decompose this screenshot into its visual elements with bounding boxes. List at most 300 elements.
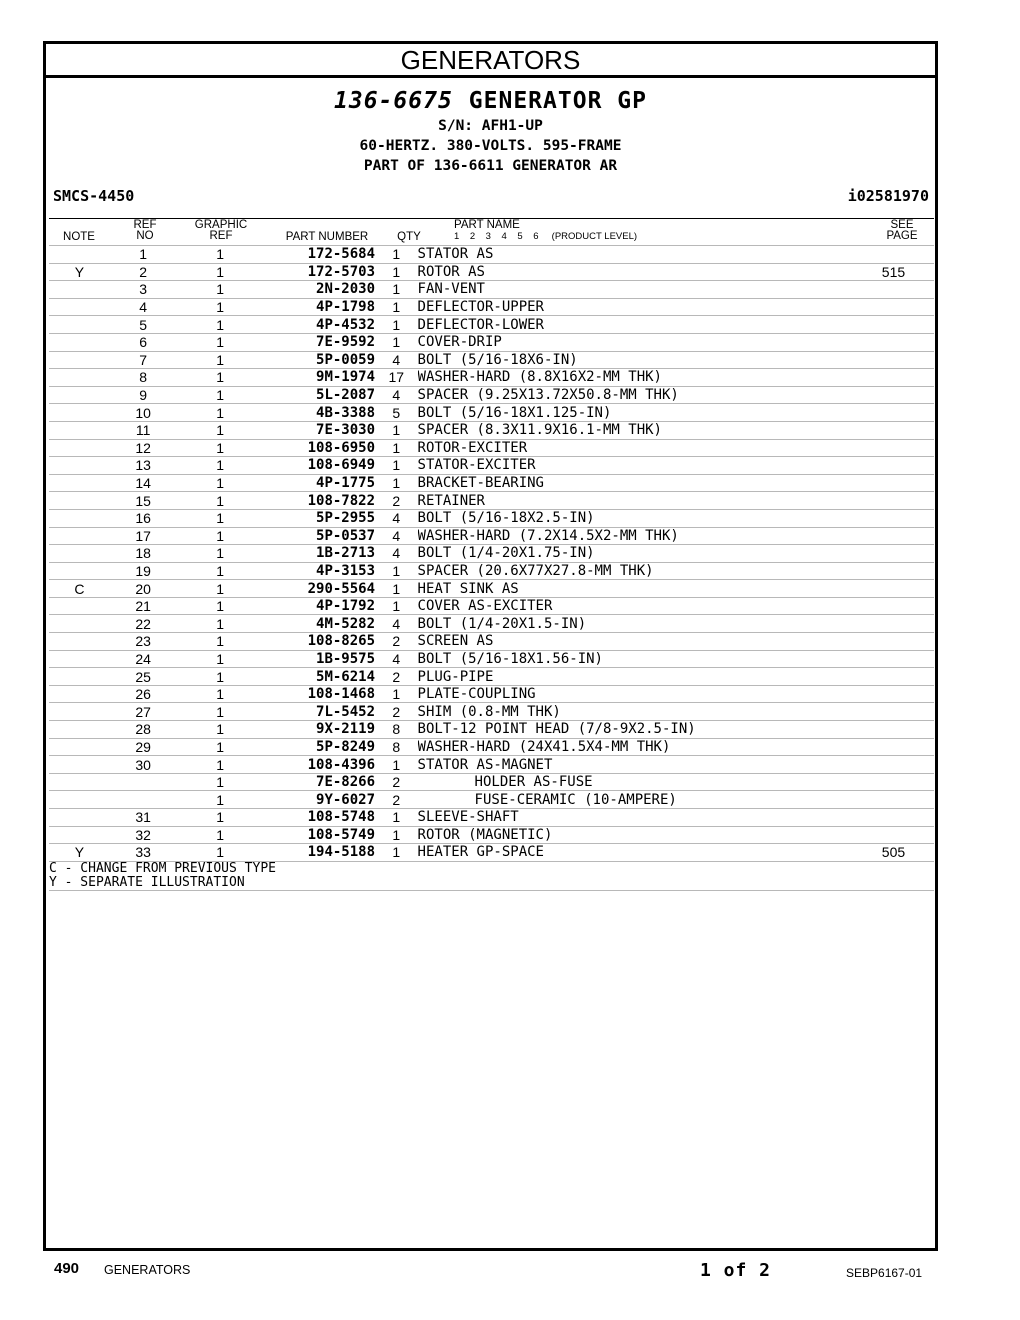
part-number-cell: 2N-2030 xyxy=(264,281,375,299)
table-row xyxy=(49,492,934,510)
table-row xyxy=(49,773,934,791)
qty-cell: 8 xyxy=(375,721,418,739)
table-row xyxy=(49,826,934,844)
part-name-cell: ROTOR-EXCITER xyxy=(418,439,853,457)
part-number-cell: 108-6949 xyxy=(264,457,375,475)
ref-no-cell: 9 xyxy=(110,386,177,404)
part-number-cell: 5L-2087 xyxy=(264,386,375,404)
note-cell xyxy=(49,492,110,510)
graphic-ref-cell: 1 xyxy=(177,597,264,615)
graphic-ref-cell: 1 xyxy=(177,545,264,563)
note-cell: Y xyxy=(49,263,110,281)
graphic-ref-cell: 1 xyxy=(177,562,264,580)
part-name-cell: BOLT (1/4-20X1.75-IN) xyxy=(418,545,853,563)
see-page-cell xyxy=(853,791,934,809)
col-qty: QTY xyxy=(397,231,421,243)
qty-cell: 1 xyxy=(375,597,418,615)
table-row xyxy=(49,457,934,475)
note-cell xyxy=(49,545,110,563)
ref-no-cell: 22 xyxy=(110,615,177,633)
part-name-cell: BOLT (5/16-18X1.56-IN) xyxy=(418,650,853,668)
table-row xyxy=(49,738,934,756)
note-cell xyxy=(49,721,110,739)
part-name-cell: SCREEN AS xyxy=(418,633,853,651)
part-name-cell: BRACKET-BEARING xyxy=(418,474,853,492)
graphic-ref-cell: 1 xyxy=(177,492,264,510)
note-cell xyxy=(49,369,110,387)
graphic-ref-cell: 1 xyxy=(177,580,264,598)
qty-cell: 4 xyxy=(375,509,418,527)
table-row xyxy=(49,650,934,668)
qty-cell: 1 xyxy=(375,457,418,475)
note-c-legend: C - CHANGE FROM PREVIOUS TYPE xyxy=(49,860,276,876)
group-spec: 60-HERTZ. 380-VOLTS. 595-FRAME xyxy=(359,138,622,154)
graphic-ref-cell: 1 xyxy=(177,509,264,527)
see-page-cell xyxy=(853,615,934,633)
section-title: GENERATORS xyxy=(46,44,935,78)
see-page-cell xyxy=(853,545,934,563)
qty-cell: 2 xyxy=(375,668,418,686)
col-part-name-label: PART NAME xyxy=(454,219,520,231)
see-page-cell xyxy=(853,298,934,316)
table-row xyxy=(49,756,934,774)
note-cell xyxy=(49,562,110,580)
see-page-cell xyxy=(853,457,934,475)
note-cell xyxy=(49,773,110,791)
ref-no-cell: 4 xyxy=(110,298,177,316)
see-page-cell xyxy=(853,281,934,299)
qty-cell: 1 xyxy=(375,298,418,316)
see-page-cell xyxy=(853,439,934,457)
graphic-ref-cell: 1 xyxy=(177,756,264,774)
see-page-cell xyxy=(853,650,934,668)
qty-cell: 4 xyxy=(375,650,418,668)
see-page-cell xyxy=(853,685,934,703)
ref-no-cell: 16 xyxy=(110,509,177,527)
col-part-name xyxy=(454,220,637,242)
part-name-cell: FAN-VENT xyxy=(418,281,853,299)
qty-cell: 1 xyxy=(375,562,418,580)
part-number-cell: 108-1468 xyxy=(264,685,375,703)
part-number-cell: 9M-1974 xyxy=(264,369,375,387)
graphic-ref-cell: 1 xyxy=(177,791,264,809)
graphic-ref-cell: 1 xyxy=(177,474,264,492)
qty-cell: 1 xyxy=(375,246,418,264)
graphic-ref-cell: 1 xyxy=(177,298,264,316)
table-row xyxy=(49,580,934,598)
graphic-ref-cell: 1 xyxy=(177,386,264,404)
part-name-cell: HEATER GP-SPACE xyxy=(418,844,853,861)
note-cell xyxy=(49,738,110,756)
note-cell xyxy=(49,756,110,774)
see-page-cell xyxy=(853,351,934,369)
table-row xyxy=(49,844,934,861)
graphic-ref-cell: 1 xyxy=(177,703,264,721)
document-id: SEBP6167-01 xyxy=(846,1266,923,1280)
ref-no-cell: 24 xyxy=(110,650,177,668)
note-cell xyxy=(49,474,110,492)
parts-table xyxy=(49,245,934,861)
graphic-ref-cell: 1 xyxy=(177,668,264,686)
graphic-ref-cell: 1 xyxy=(177,615,264,633)
graphic-ref-cell: 1 xyxy=(177,650,264,668)
qty-cell: 4 xyxy=(375,351,418,369)
ref-no-cell xyxy=(110,773,177,791)
part-number-cell: 4P-1775 xyxy=(264,474,375,492)
table-row xyxy=(49,298,934,316)
ref-no-cell: 7 xyxy=(110,351,177,369)
part-number-cell: 7E-3030 xyxy=(264,421,375,439)
part-name-cell: BOLT (1/4-20X1.5-IN) xyxy=(418,615,853,633)
ref-no-cell: 18 xyxy=(110,545,177,563)
part-number-cell: 108-5749 xyxy=(264,826,375,844)
graphic-ref-cell: 1 xyxy=(177,246,264,264)
note-cell xyxy=(49,791,110,809)
ref-no-cell: 17 xyxy=(110,527,177,545)
ref-no-cell: 12 xyxy=(110,439,177,457)
graphic-ref-cell: 1 xyxy=(177,685,264,703)
serial-number: S/N: AFH1-UP xyxy=(438,118,543,134)
col-see-page xyxy=(879,220,925,242)
table-row xyxy=(49,386,934,404)
see-page-cell xyxy=(853,773,934,791)
table-row xyxy=(49,263,934,281)
see-page-cell xyxy=(853,721,934,739)
graphic-ref-cell: 1 xyxy=(177,844,264,861)
qty-cell: 1 xyxy=(375,281,418,299)
note-cell xyxy=(49,281,110,299)
part-number-cell: 108-5748 xyxy=(264,809,375,827)
col-ref-bottom: NO xyxy=(136,230,154,242)
see-page-cell xyxy=(853,316,934,334)
ref-no-cell: 5 xyxy=(110,316,177,334)
col-graphic-top: GRAPHIC xyxy=(194,219,248,231)
ref-no-cell: 25 xyxy=(110,668,177,686)
col-ref-top: REF xyxy=(133,219,157,231)
part-number-cell: 9X-2119 xyxy=(264,721,375,739)
ref-no-cell: 1 xyxy=(110,246,177,264)
see-page-cell xyxy=(853,738,934,756)
part-name-cell: BOLT (5/16-18X6-IN) xyxy=(418,351,853,369)
ref-no-cell: 28 xyxy=(110,721,177,739)
part-name-cell: SPACER (9.25X13.72X50.8-MM THK) xyxy=(418,386,853,404)
qty-cell: 5 xyxy=(375,404,418,422)
part-name-cell: DEFLECTOR-LOWER xyxy=(418,316,853,334)
part-number-cell: 7E-9592 xyxy=(264,333,375,351)
ref-no-cell: 3 xyxy=(110,281,177,299)
part-number-cell: 7L-5452 xyxy=(264,703,375,721)
see-page-cell xyxy=(853,492,934,510)
note-cell: C xyxy=(49,580,110,598)
see-page-cell xyxy=(853,562,934,580)
table-row xyxy=(49,351,934,369)
note-cell xyxy=(49,351,110,369)
part-name-cell: SLEEVE-SHAFT xyxy=(418,809,853,827)
table-row xyxy=(49,809,934,827)
graphic-ref-cell: 1 xyxy=(177,457,264,475)
part-number-cell: 5P-0059 xyxy=(264,351,375,369)
part-name-cell: DEFLECTOR-UPPER xyxy=(418,298,853,316)
see-page-cell xyxy=(853,474,934,492)
col-graphic-bottom: REF xyxy=(209,230,233,242)
col-see-bottom: PAGE xyxy=(886,230,918,242)
qty-cell: 2 xyxy=(375,492,418,510)
see-page-cell xyxy=(853,369,934,387)
illustration-id: i02581970 xyxy=(847,187,929,205)
note-cell xyxy=(49,826,110,844)
graphic-ref-cell: 1 xyxy=(177,721,264,739)
part-number-cell: 9Y-6027 xyxy=(264,791,375,809)
ref-no-cell: 23 xyxy=(110,633,177,651)
qty-cell: 1 xyxy=(375,316,418,334)
ref-no-cell: 30 xyxy=(110,756,177,774)
part-number-cell: 108-4396 xyxy=(264,756,375,774)
part-name-cell: HEAT SINK AS xyxy=(418,580,853,598)
part-number-cell: 290-5564 xyxy=(264,580,375,598)
see-page-cell xyxy=(853,509,934,527)
table-row xyxy=(49,597,934,615)
ref-no-cell: 32 xyxy=(110,826,177,844)
part-number-cell: 7E-8266 xyxy=(264,773,375,791)
note-cell xyxy=(49,386,110,404)
table-row xyxy=(49,474,934,492)
group-number: 136-6675 xyxy=(334,88,453,114)
part-number-cell: 1B-2713 xyxy=(264,545,375,563)
col-ref-no xyxy=(115,220,175,242)
page-frame xyxy=(43,41,938,1251)
table-row xyxy=(49,316,934,334)
ref-no-cell: 11 xyxy=(110,421,177,439)
qty-cell: 1 xyxy=(375,685,418,703)
table-row xyxy=(49,545,934,563)
graphic-ref-cell: 1 xyxy=(177,826,264,844)
note-cell xyxy=(49,421,110,439)
part-of: PART OF 136-6611 GENERATOR AR xyxy=(363,158,618,174)
table-row xyxy=(49,281,934,299)
graphic-ref-cell: 1 xyxy=(177,527,264,545)
note-cell xyxy=(49,439,110,457)
col-part-number: PART NUMBER xyxy=(285,231,369,243)
graphic-ref-cell: 1 xyxy=(177,281,264,299)
qty-cell: 1 xyxy=(375,826,418,844)
note-y-legend: Y - SEPARATE ILLUSTRATION xyxy=(49,876,934,891)
see-page-cell xyxy=(853,633,934,651)
qty-cell: 1 xyxy=(375,756,418,774)
note-cell xyxy=(49,685,110,703)
graphic-ref-cell: 1 xyxy=(177,738,264,756)
qty-cell: 2 xyxy=(375,773,418,791)
part-number-cell: 108-6950 xyxy=(264,439,375,457)
group-title xyxy=(46,88,935,114)
part-name-cell: STATOR AS-MAGNET xyxy=(418,756,853,774)
ref-no-cell: 6 xyxy=(110,333,177,351)
group-header xyxy=(46,78,935,218)
qty-cell: 1 xyxy=(375,844,418,861)
table-row xyxy=(49,509,934,527)
graphic-ref-cell: 1 xyxy=(177,333,264,351)
qty-cell: 1 xyxy=(375,333,418,351)
see-page-cell xyxy=(853,421,934,439)
qty-cell: 4 xyxy=(375,527,418,545)
note-cell xyxy=(49,457,110,475)
page-of: 1 of 2 xyxy=(700,1260,772,1281)
graphic-ref-cell: 1 xyxy=(177,351,264,369)
ref-no-cell: 14 xyxy=(110,474,177,492)
see-page-cell: 505 xyxy=(853,844,934,861)
ref-no-cell xyxy=(110,791,177,809)
see-page-cell xyxy=(853,597,934,615)
note-cell xyxy=(49,333,110,351)
qty-cell: 4 xyxy=(375,386,418,404)
table-row xyxy=(49,421,934,439)
note-cell xyxy=(49,316,110,334)
part-name-cell: COVER-DRIP xyxy=(418,333,853,351)
part-name-cell: WASHER-HARD (7.2X14.5X2-MM THK) xyxy=(418,527,853,545)
table-row xyxy=(49,404,934,422)
part-number-cell: 5P-0537 xyxy=(264,527,375,545)
qty-cell: 2 xyxy=(375,703,418,721)
part-name-cell: FUSE-CERAMIC (10-AMPERE) xyxy=(418,791,853,809)
note-cell xyxy=(49,509,110,527)
see-page-cell: 515 xyxy=(853,263,934,281)
part-name-cell: BOLT (5/16-18X1.125-IN) xyxy=(418,404,853,422)
part-name-cell: STATOR-EXCITER xyxy=(418,457,853,475)
note-cell xyxy=(49,633,110,651)
graphic-ref-cell: 1 xyxy=(177,439,264,457)
ref-no-cell: 10 xyxy=(110,404,177,422)
table-row xyxy=(49,668,934,686)
table-row xyxy=(49,562,934,580)
part-name-cell: RETAINER xyxy=(418,492,853,510)
see-page-cell xyxy=(853,703,934,721)
table-row xyxy=(49,615,934,633)
graphic-ref-cell: 1 xyxy=(177,369,264,387)
part-name-cell: HOLDER AS-FUSE xyxy=(418,773,853,791)
table-row xyxy=(49,246,934,264)
table-row xyxy=(49,685,934,703)
qty-cell: 2 xyxy=(375,633,418,651)
note-cell xyxy=(49,703,110,721)
ref-no-cell: 13 xyxy=(110,457,177,475)
part-name-cell: SHIM (0.8-MM THK) xyxy=(418,703,853,721)
col-note: NOTE xyxy=(63,231,95,243)
part-number-cell: 4P-3153 xyxy=(264,562,375,580)
footer-section: GENERATORS xyxy=(104,1263,191,1277)
column-headers xyxy=(49,218,934,245)
part-number-cell: 108-7822 xyxy=(264,492,375,510)
page-number: 490 xyxy=(54,1260,80,1277)
col-graphic-ref xyxy=(191,220,251,242)
col-product-levels: 1 2 3 4 5 6 (PRODUCT LEVEL) xyxy=(454,231,638,242)
see-page-cell xyxy=(853,668,934,686)
part-name-cell: BOLT-12 POINT HEAD (7/8-9X2.5-IN) xyxy=(418,721,853,739)
part-name-cell: ROTOR (MAGNETIC) xyxy=(418,826,853,844)
part-name-cell: PLUG-PIPE xyxy=(418,668,853,686)
part-number-cell: 4P-4532 xyxy=(264,316,375,334)
qty-cell: 1 xyxy=(375,421,418,439)
part-number-cell: 108-8265 xyxy=(264,633,375,651)
table-row xyxy=(49,721,934,739)
smcs-code: SMCS-4450 xyxy=(53,187,135,205)
table-row xyxy=(49,439,934,457)
see-page-cell xyxy=(853,404,934,422)
group-name: GENERATOR GP xyxy=(468,88,647,114)
part-number-cell: 1B-9575 xyxy=(264,650,375,668)
qty-cell: 4 xyxy=(375,615,418,633)
part-number-cell: 4M-5282 xyxy=(264,615,375,633)
part-name-cell: WASHER-HARD (8.8X16X2-MM THK) xyxy=(418,369,853,387)
qty-cell: 8 xyxy=(375,738,418,756)
page-footer xyxy=(0,1258,1020,1288)
part-name-cell: BOLT (5/16-18X2.5-IN) xyxy=(418,509,853,527)
ref-no-cell: 2 xyxy=(110,263,177,281)
ref-no-cell: 27 xyxy=(110,703,177,721)
table-row xyxy=(49,369,934,387)
part-number-cell: 5M-6214 xyxy=(264,668,375,686)
ref-no-cell: 21 xyxy=(110,597,177,615)
see-page-cell xyxy=(853,246,934,264)
part-name-cell: SPACER (20.6X77X27.8-MM THK) xyxy=(418,562,853,580)
note-cell xyxy=(49,809,110,827)
qty-cell: 17 xyxy=(375,369,418,387)
table-row xyxy=(49,527,934,545)
part-number-cell: 4P-1792 xyxy=(264,597,375,615)
part-number-cell: 5P-2955 xyxy=(264,509,375,527)
see-page-cell xyxy=(853,756,934,774)
part-name-cell: WASHER-HARD (24X41.5X4-MM THK) xyxy=(418,738,853,756)
ref-no-cell: 33 xyxy=(110,844,177,861)
see-page-cell xyxy=(853,809,934,827)
part-number-cell: 4P-1798 xyxy=(264,298,375,316)
qty-cell: 1 xyxy=(375,263,418,281)
graphic-ref-cell: 1 xyxy=(177,633,264,651)
table-row xyxy=(49,333,934,351)
notes-legend xyxy=(49,861,934,891)
note-cell xyxy=(49,597,110,615)
graphic-ref-cell: 1 xyxy=(177,773,264,791)
ref-no-cell: 26 xyxy=(110,685,177,703)
part-number-cell: 194-5188 xyxy=(264,844,375,861)
ref-no-cell: 15 xyxy=(110,492,177,510)
part-name-cell: PLATE-COUPLING xyxy=(418,685,853,703)
ref-no-cell: 29 xyxy=(110,738,177,756)
ref-no-cell: 8 xyxy=(110,369,177,387)
see-page-cell xyxy=(853,580,934,598)
col-see-top: SEE xyxy=(890,219,914,231)
ref-no-cell: 19 xyxy=(110,562,177,580)
ref-no-cell: 20 xyxy=(110,580,177,598)
qty-cell: 1 xyxy=(375,439,418,457)
note-cell xyxy=(49,527,110,545)
part-number-cell: 4B-3388 xyxy=(264,404,375,422)
qty-cell: 4 xyxy=(375,545,418,563)
graphic-ref-cell: 1 xyxy=(177,263,264,281)
see-page-cell xyxy=(853,386,934,404)
part-name-cell: COVER AS-EXCITER xyxy=(418,597,853,615)
table-row xyxy=(49,791,934,809)
note-cell: Y xyxy=(49,844,110,861)
note-cell xyxy=(49,404,110,422)
graphic-ref-cell: 1 xyxy=(177,809,264,827)
qty-cell: 1 xyxy=(375,580,418,598)
part-name-cell: STATOR AS xyxy=(418,246,853,264)
graphic-ref-cell: 1 xyxy=(177,404,264,422)
see-page-cell xyxy=(853,826,934,844)
graphic-ref-cell: 1 xyxy=(177,316,264,334)
see-page-cell xyxy=(853,333,934,351)
note-cell xyxy=(49,668,110,686)
table-row xyxy=(49,633,934,651)
